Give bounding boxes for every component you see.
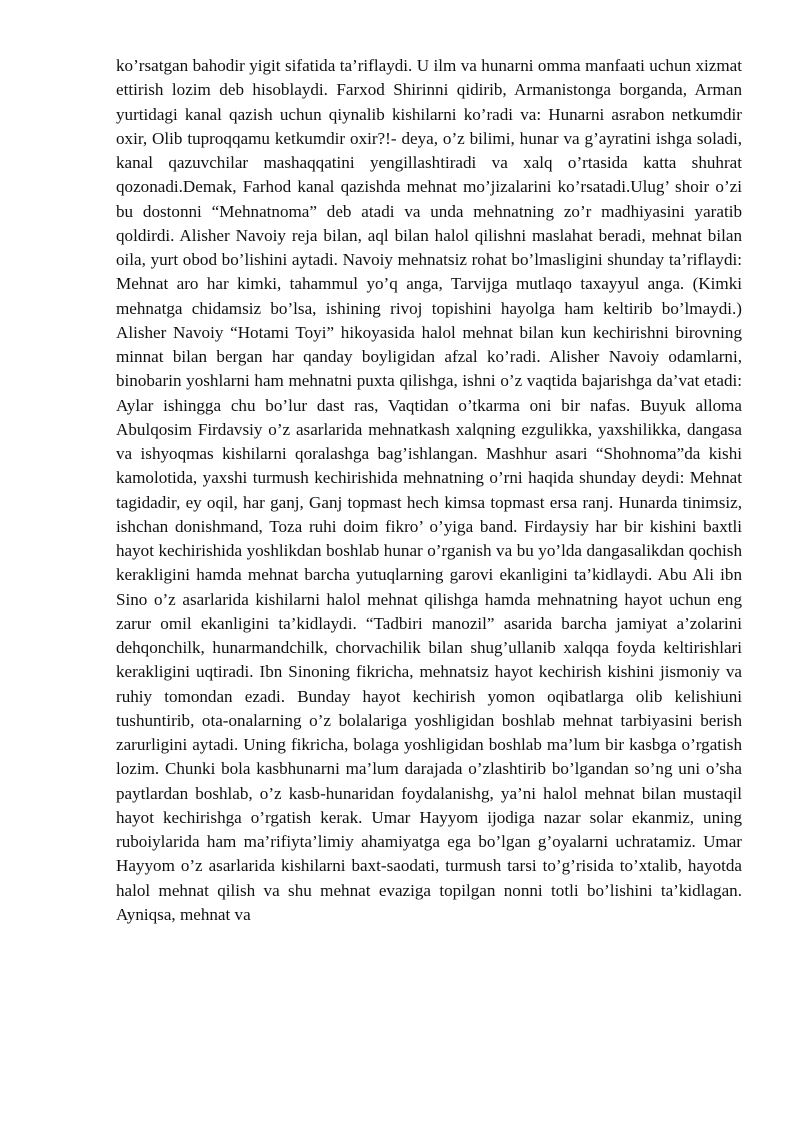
document-page — [116, 54, 742, 927]
body-paragraph: ko’rsatgan bahodir yigit sifatida ta’riflaydi. U ilm va hunarni omma manfaati uchun xizmat ettirish lozim deb hisoblaydi. Farxod Shirinni qidirib, Armanistonga borganda, Arman yurtidagi kanal qazish uchun qiynalib kishilarni ko’radi va: Hunarni asrabon netkumdir oxir, Olib tuproqqamu ketkumdir oxir?!- deya, o’z bilimi, hunar va g’ayratini ishga soladi, kanal qazuvchilar mashaqqatini yengillashtiradi va xalq o’rtasida katta shuhrat qozonadi.Demak, Farhod kanal qazishda mehnat mo’jizalarini ko’rsatadi.Ulug’ shoir o’zi bu dostonni “Mehnatnoma” deb atadi va unda mehnatning zo’r madhiyasini yaratib qoldirdi. Alisher Navoiy reja bilan, aql bilan halol qilishni maslahat beradi, mehnat bilan oila, yurt obod bo’lishini aytadi. Navoiy mehnatsiz rohat bo’lmasligini shunday ta’riflaydi: Mehnat aro har kimki, tahammul yo’q anga, Tarvijga mutlaqo taxayyul anga. (Kimki mehnatga chidamsiz bo’lsa, ishining rivoj topishini hayolga ham keltirib bo’lmaydi.) Alisher Navoiy “Hotami Toyi” hikoyasida halol mehnat bilan kun kechirishni birovning minnat bilan bergan har qanday boyligidan afzal ko’radi. Alisher Navoiy odamlarni, binobarin yoshlarni ham mehnatni puxta qilishga, ishni o’z vaqtida bajarishga da’vat etadi: Aylar ishingga chu bo’lur dast ras, Vaqtidan o’tkarma oni bir nafas. Buyuk alloma Abulqosim Firdavsiy o’z asarlarida mehnatkash xalqning ezgulikka, yaxshilikka, dangasa va ishyoqmas kishilarni qoralashga bag’ishlangan. Mashhur asari “Shohnoma”da kishi kamolotida, yaxshi turmush kechirishida mehnatning o’rni haqida shunday deydi: Mehnat tagidadir, ey oqil, har ganj, Ganj topmast hech kimsa topmast ersa ranj. Hunarda tinimsiz, ishchan donishmand, Toza ruhi doim fikro’ o’yiga band. Firdaysiy har bir kishini baxtli hayot kechirishida yoshlikdan boshlab hunar o’rganish va bu yo’lda dangasalikdan qochish kerakligini hamda mehnat barcha yutuqlarning garovi ekanligini ta’kidlaydi. Abu Ali ibn Sino o’z asarlarida kishilarni halol mehnat qilishga hamda mehnatning hayot uchun eng zarur omil ekanligini ta’kidlaydi. “Tadbiri manozil” asarida barcha jamiyat a’zolarini dehqonchilk, hunarmandchilk, chorvachilik bilan shug’ullanib xalqqa foyda keltirishlari kerakligini uqtiradi. Ibn Sinoning fikricha, mehnatsiz hayot kechirish kishini jismoniy va ruhiy tomondan ezadi. Bunday hayot kechirish yomon oqibatlarga olib kelishiuni tushuntirib, ota-onalarning o’z bolalariga yoshligidan boshlab mehnat tarbiyasini berish zarurligini aytadi. Uning fikricha, bolaga yoshligidan boshlab ma’lum bir kasbga o’rgatish lozim. Chunki bola kasbhunarni ma’lum darajada o’zlashtirib bo’lgandan so’ng uni o’sha paytlardan boshlab, o’z kasb-hunaridan foydalanishg, ya’ni halol mehnat bilan mustaqil hayot kechirishga o’rgatish kerak. Umar Hayyom ijodiga nazar solar ekanmiz, uning ruboiylarida ham ma’rifiyta’limiy ahamiyatga ega bo’lgan g’oyalarni uchratamiz. Umar Hayyom o’z asarlarida kishilarni baxt-saodati, turmush tarsi to’g’risida to’xtalib, hayotda halol mehnat qilish va shu mehnat evaziga topilgan nonni totli bo’lishini ta’kidlagan. Ayniqsa, mehnat va — [116, 56, 742, 924]
